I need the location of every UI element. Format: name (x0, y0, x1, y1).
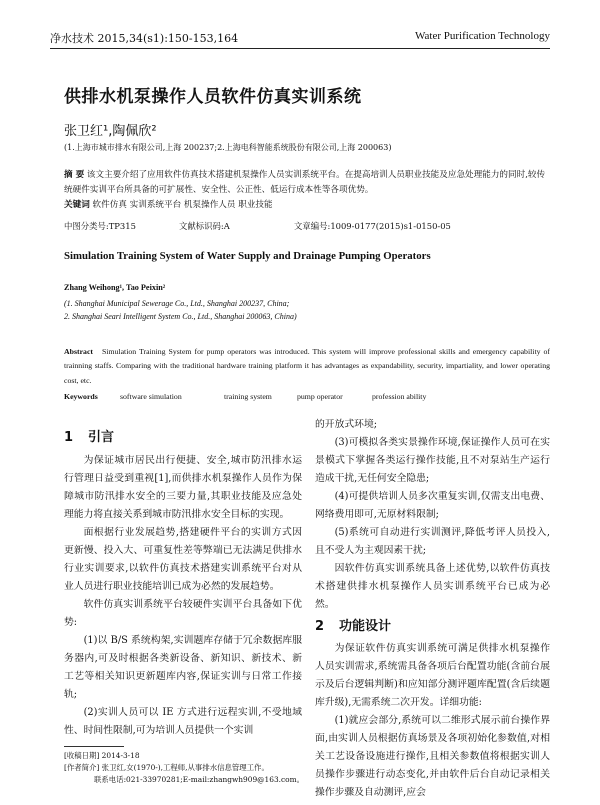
paragraph: 的开放式环境; (315, 419, 378, 430)
section-2-heading (315, 615, 550, 634)
paper-title: 供排水机泵操作人员软件仿真实训系统 (64, 87, 362, 107)
paragraph: (5)系统可自动进行实训测评,降低考评人员投入,且不受人为主观因素干扰; (315, 527, 550, 556)
chinese-abstract (64, 168, 550, 213)
paragraph: 软件仿真实训系统平台较硬件实训平台具备如下优势: (64, 599, 302, 628)
section-2-number: 2 (315, 619, 325, 634)
paragraph: (3)可模拟各类实景操作环境,保证操作人员可在实景模式下掌握各类运行操作技能,且不对泵站生产运行造成干扰,无任何安全隐患; (315, 437, 550, 484)
header-rule (50, 48, 550, 49)
section-2-body (315, 640, 550, 802)
journal-name-en: Water Purification Technology (415, 30, 550, 42)
abstract-text: 该文主要介绍了应用软件仿真技术搭建机泵操作人员实训系统平台。在提高培训人员职业技能及应急处理能力的同时,较传统硬件实训平台所具备的可扩展性、安全性、公正性、低运行成本性等各项优势。 (64, 170, 546, 195)
contact-info: 联系电话:021-33970281;E-mail:zhangwh909@163.com。 (94, 775, 305, 784)
section-1-body (64, 452, 302, 740)
author-list: 张卫红¹,陶佩欣² (64, 124, 157, 139)
author-bio: [作者简介] 张卫红,女(1970-),工程师,从事排水信息管理工作。 (64, 763, 269, 772)
english-abstract-text: Simulation Training System for pump operators was introduced. This system will improve professional skills and emergency capability of trainning staffs. Comparing with the traditional hardware training platform it has advantages as expandability, security, impartiality, and lower operating cost, etc. (64, 347, 550, 385)
english-abstract-label: Abstract (64, 347, 94, 356)
affiliation: (1.上海市城市排水有限公司,上海 200237;2.上海电科智能系统股份有限公司,上海 200063) (64, 143, 392, 152)
footnote (64, 750, 304, 786)
keywords-label: 关键词 (64, 200, 90, 210)
paragraph: (1)以 B/S 系统构架,实训题库存储于冗余数据库服务器内,可及时根据各类新设备、新知识、新技术、新工艺等相关知识更新题库内容,保证实训与日常工作接轨; (64, 635, 302, 700)
paragraph: 为保证软件仿真实训系统可满足供排水机泵操作人员实训需求,系统需具备各项后台配置功能(含前台展示及后台逻辑判断)和应知部分测评题库配置(含后续题库升级),无需系统二次开发。详细功能: (315, 643, 550, 708)
english-keyword-2: training system (224, 392, 272, 401)
journal-citation: 净水技术 2015,34(s1):150-153,164 (50, 32, 239, 45)
paragraph: (4)可提供培训人员多次重复实训,仅需支出电费、网络费用即可,无原材料限制; (315, 491, 550, 520)
section-1-number: 1 (64, 430, 74, 445)
footnote-rule (64, 746, 124, 747)
section-1-title: 引言 (88, 430, 115, 445)
english-keyword-1: software simulation (120, 392, 182, 401)
english-affiliation-1: (1. Shanghai Municipal Sewerage Co., Ltd., Shanghai 200237, China; (64, 299, 290, 308)
section-2-title: 功能设计 (339, 619, 392, 634)
clc-number: 中图分类号:TP315 (64, 221, 136, 231)
article-number: 文章编号:1009-0177(2015)s1-0150-05 (294, 221, 451, 231)
paragraph: 为保证城市居民出行便捷、安全,城市防汛排水运行管理日益受到重视[1],而供排水机泵操作人员作为保障城市防汛排水安全的三要力量,其职业技能及应急处理能力将直接关系到城市防汛排水安全目标的实现。 (64, 455, 302, 520)
english-authors: Zhang Weihong¹, Tao Peixin² (64, 283, 166, 292)
paragraph: 面根据行业发展趋势,搭建硬件平台的实训方式因更新慢、投入大、可重复性差等弊端已无法满足供排水行业实训要求,以软件仿真技术搭建实训系统平台对从业人员进行职业技能培训已成为必然的发展趋势。 (64, 527, 302, 592)
keywords-text: 软件仿真 实训系统平台 机泵操作人员 职业技能 (92, 200, 273, 210)
paragraph: (2)实训人员可以 IE 方式进行远程实训,不受地域性、时间性限制,可为培训人员提供一个实训 (64, 707, 302, 736)
right-column-body (315, 416, 550, 614)
section-1-heading (64, 426, 302, 445)
document-code: 文献标识码:A (179, 221, 230, 231)
english-affiliations (64, 297, 297, 323)
paragraph: 因软件仿真实训系统具备上述优势,以软件仿真技术搭建供排水机泵操作人员实训系统平台已成为必然。 (315, 563, 550, 610)
paragraph: (1)就应会部分,系统可以二维形式展示前台操作界面,由实训人员根据仿真场景及各项初始化参数值,对相关工艺设备设施进行操作,且相关参数值将根据实训人员操作步骤进行动态变化,并由软件后台自动记录相关操作步骤及自动测评,应会 (315, 715, 550, 798)
english-keywords-label: Keywords (64, 392, 98, 401)
english-keyword-4: profession ability (372, 392, 427, 401)
english-affiliation-2: 2. Shanghai Seari Intelligent System Co., Ltd., Shanghai 200063, China) (64, 312, 297, 321)
abstract-label: 摘 要 (64, 170, 85, 180)
english-abstract (64, 345, 550, 388)
english-title: Simulation Training System of Water Supply and Drainage Pumping Operators (64, 250, 431, 262)
received-date: [收稿日期] 2014-3-18 (64, 751, 140, 760)
english-keyword-3: pump operator (297, 392, 343, 401)
